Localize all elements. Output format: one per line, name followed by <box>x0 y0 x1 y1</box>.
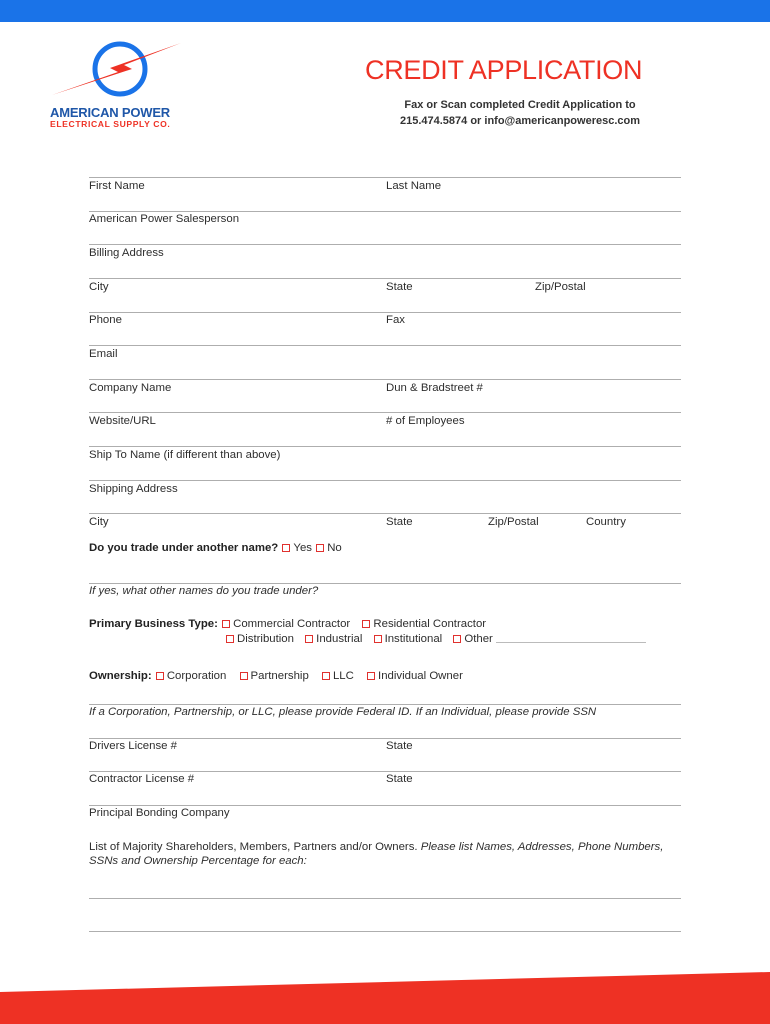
no-checkbox[interactable] <box>316 544 324 552</box>
field-line <box>89 704 681 705</box>
institutional-checkbox[interactable] <box>374 635 382 643</box>
shareholders-lead: List of Majority Shareholders, Members, Partners and/or Owners. <box>89 841 418 853</box>
billing-address-field[interactable]: Billing Address <box>89 247 164 259</box>
shareholders-entry-line-2[interactable] <box>89 931 681 932</box>
trade-name-question <box>89 542 342 554</box>
business-type-row-1 <box>89 618 486 630</box>
ship-zip-field[interactable]: Zip/Postal <box>488 516 539 528</box>
ownership-label: Ownership: <box>89 670 152 682</box>
partnership-label: Partnership <box>250 670 309 682</box>
logo-text-american-power: AMERICAN POWER <box>50 105 170 120</box>
field-line <box>89 345 681 346</box>
drivers-license-state-field[interactable]: State <box>386 740 413 752</box>
ship-country-field[interactable]: Country <box>586 516 626 528</box>
bottom-band-fill <box>0 972 770 1024</box>
field-line <box>89 379 681 380</box>
fax-field[interactable]: Fax <box>386 314 405 326</box>
ship-city-field[interactable]: City <box>89 516 109 528</box>
federal-id-field[interactable]: If a Corporation, Partnership, or LLC, please provide Federal ID. If an Individual, please provide SSN <box>89 706 597 718</box>
employees-field[interactable]: # of Employees <box>386 415 465 427</box>
field-line <box>89 412 681 413</box>
subtitle-line-2: 215.474.5874 or info@americanpoweresc.com <box>399 114 640 127</box>
shareholders-instructions <box>89 840 681 868</box>
corporation-checkbox[interactable] <box>156 672 164 680</box>
company-name-field[interactable]: Company Name <box>89 382 172 394</box>
residential-contractor-checkbox[interactable] <box>362 620 370 628</box>
state-field[interactable]: State <box>386 281 413 293</box>
credit-application-form <box>89 0 681 1024</box>
no-label: No <box>327 542 342 554</box>
field-line <box>89 583 681 584</box>
commercial-contractor-label: Commercial Contractor <box>233 618 351 630</box>
yes-label: Yes <box>293 542 313 554</box>
subtitle-line-1: Fax or Scan completed Credit Application to <box>404 99 636 111</box>
partnership-checkbox[interactable] <box>240 672 248 680</box>
field-line <box>89 244 681 245</box>
distribution-checkbox[interactable] <box>226 635 234 643</box>
field-line <box>89 177 681 178</box>
field-line <box>89 312 681 313</box>
other-label: Other <box>464 633 493 645</box>
ship-state-field[interactable]: State <box>386 516 413 528</box>
other-trade-names-field[interactable]: If yes, what other names do you trade under? <box>89 585 319 597</box>
website-field[interactable]: Website/URL <box>89 415 156 427</box>
bottom-color-band <box>0 964 770 1024</box>
shareholders-details: Please list Names, Addresses, Phone Numbers, SSNs and Ownership Percentage for each: <box>89 841 664 867</box>
contractor-license-field[interactable]: Contractor License # <box>89 773 195 785</box>
field-line <box>89 771 681 772</box>
field-line <box>89 446 681 447</box>
logo-text-electrical-supply: ELECTRICAL SUPPLY CO. <box>50 119 171 129</box>
ownership-row <box>89 670 463 682</box>
business-type-label: Primary Business Type: <box>89 618 218 630</box>
ship-to-name-field[interactable]: Ship To Name (if different than above) <box>89 449 281 461</box>
zip-field[interactable]: Zip/Postal <box>535 281 586 293</box>
other-input-line[interactable] <box>496 642 646 643</box>
page-title: CREDIT APPLICATION <box>365 55 643 85</box>
business-type-row-2 <box>225 633 646 645</box>
commercial-contractor-checkbox[interactable] <box>222 620 230 628</box>
field-line <box>89 805 681 806</box>
yes-checkbox[interactable] <box>282 544 290 552</box>
salesperson-field[interactable]: American Power Salesperson <box>89 213 240 225</box>
field-line <box>89 738 681 739</box>
llc-checkbox[interactable] <box>322 672 330 680</box>
email-field[interactable]: Email <box>89 348 118 360</box>
industrial-checkbox[interactable] <box>305 635 313 643</box>
field-line <box>89 278 681 279</box>
bonding-company-field[interactable]: Principal Bonding Company <box>89 807 230 819</box>
institutional-label: Institutional <box>384 633 443 645</box>
drivers-license-field[interactable]: Drivers License # <box>89 740 177 752</box>
field-line <box>89 480 681 481</box>
distribution-label: Distribution <box>237 633 294 645</box>
corporation-label: Corporation <box>166 670 227 682</box>
individual-owner-label: Individual Owner <box>378 670 463 682</box>
last-name-field[interactable]: Last Name <box>386 180 442 192</box>
phone-field[interactable]: Phone <box>89 314 122 326</box>
shipping-address-field[interactable]: Shipping Address <box>89 483 178 495</box>
residential-contractor-label: Residential Contractor <box>373 618 487 630</box>
trade-question-label: Do you trade under another name? <box>89 542 279 554</box>
llc-label: LLC <box>332 670 354 682</box>
field-line <box>89 513 681 514</box>
shareholders-entry-line-1[interactable] <box>89 898 681 899</box>
dun-bradstreet-field[interactable]: Dun & Bradstreet # <box>386 382 483 394</box>
field-line <box>89 211 681 212</box>
industrial-label: Industrial <box>316 633 363 645</box>
first-name-field[interactable]: First Name <box>89 180 145 192</box>
city-field[interactable]: City <box>89 281 109 293</box>
contractor-license-state-field[interactable]: State <box>386 773 413 785</box>
other-checkbox[interactable] <box>453 635 461 643</box>
individual-owner-checkbox[interactable] <box>367 672 375 680</box>
